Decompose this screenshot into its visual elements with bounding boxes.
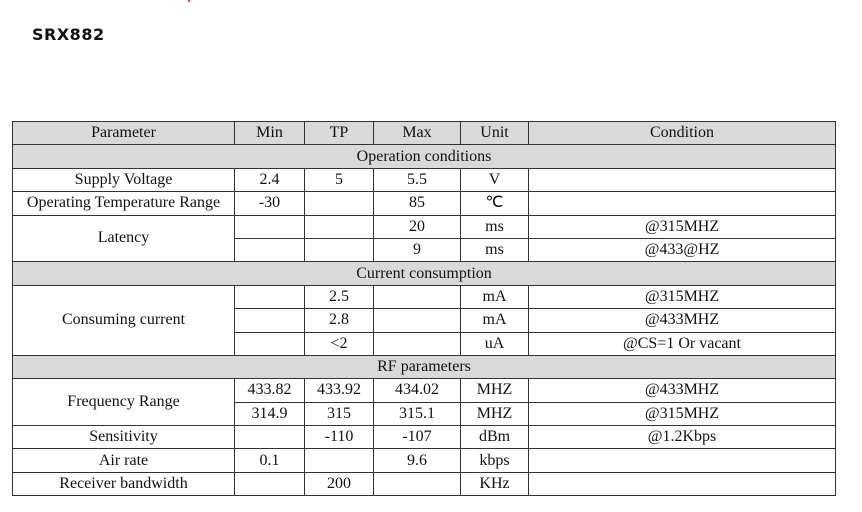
table-row-receiver-bandwidth: [13, 472, 836, 495]
cell-parameter: Air rate: [13, 449, 235, 472]
table-row-operating-temperature: [13, 192, 836, 215]
table-row-frequency-range-1: [13, 379, 836, 402]
cell-unit: mA: [461, 285, 529, 308]
cell-unit: uA: [461, 332, 529, 355]
cell-tp: [305, 192, 374, 215]
cell-max: [374, 285, 461, 308]
cell-unit: MHZ: [461, 402, 529, 425]
cell-tp: 200: [305, 472, 374, 495]
header-max: Max: [374, 122, 461, 145]
cell-min: [235, 238, 305, 261]
cell-condition: @433MHZ: [529, 309, 836, 332]
cell-max: 315.1: [374, 402, 461, 425]
header-parameter: Parameter: [13, 122, 235, 145]
header-tp: TP: [305, 122, 374, 145]
cell-tp: 2.5: [305, 285, 374, 308]
table-row-supply-voltage: [13, 168, 836, 191]
cell-condition: @433MHZ: [529, 379, 836, 402]
cell-condition: [529, 472, 836, 495]
section-row-rf: [13, 355, 836, 378]
section-row-current: [13, 262, 836, 285]
cell-parameter: Consuming current: [13, 285, 235, 355]
cell-unit: KHz: [461, 472, 529, 495]
cell-condition: [529, 192, 836, 215]
cell-min: [235, 215, 305, 238]
cell-tp: [305, 449, 374, 472]
cell-min: 433.82: [235, 379, 305, 402]
table-row-air-rate: [13, 449, 836, 472]
cell-max: -107: [374, 426, 461, 449]
specification-table: [12, 121, 836, 496]
cell-condition: @315MHZ: [529, 402, 836, 425]
table-row-consuming-current-1: [13, 285, 836, 308]
cell-tp: 315: [305, 402, 374, 425]
cell-max: 9: [374, 238, 461, 261]
cell-min: [235, 309, 305, 332]
cell-min: [235, 472, 305, 495]
cell-condition: @315MHZ: [529, 285, 836, 308]
cell-tp: -110: [305, 426, 374, 449]
cell-condition: [529, 168, 836, 191]
cell-unit: ms: [461, 215, 529, 238]
cell-parameter: Operating Temperature Range: [13, 192, 235, 215]
cell-min: 0.1: [235, 449, 305, 472]
section-title-current: Current consumption: [13, 262, 836, 285]
table-row-latency-1: [13, 215, 836, 238]
cell-min: [235, 332, 305, 355]
header-condition: Condition: [529, 122, 836, 145]
cell-unit: kbps: [461, 449, 529, 472]
cell-max: [374, 472, 461, 495]
cell-condition: [529, 449, 836, 472]
cell-tp: 5: [305, 168, 374, 191]
cell-tp: [305, 238, 374, 261]
cell-min: -30: [235, 192, 305, 215]
cell-parameter: Supply Voltage: [13, 168, 235, 191]
section-row-operation: [13, 145, 836, 168]
document-title: SRX882: [32, 25, 105, 44]
cell-unit: V: [461, 168, 529, 191]
cell-condition: @433@HZ: [529, 238, 836, 261]
cell-condition: @1.2Kbps: [529, 426, 836, 449]
cell-unit: mA: [461, 309, 529, 332]
cell-parameter: Receiver bandwidth: [13, 472, 235, 495]
cell-min: [235, 285, 305, 308]
cell-max: [374, 332, 461, 355]
header-min: Min: [235, 122, 305, 145]
cell-parameter: Frequency Range: [13, 379, 235, 426]
cell-max: [374, 309, 461, 332]
cell-unit: ms: [461, 238, 529, 261]
cell-tp: [305, 215, 374, 238]
cell-unit: MHZ: [461, 379, 529, 402]
cell-parameter: Latency: [13, 215, 235, 262]
cell-min: [235, 426, 305, 449]
cell-tp: <2: [305, 332, 374, 355]
cell-tp: 433.92: [305, 379, 374, 402]
section-title-operation: Operation conditions: [13, 145, 836, 168]
header-unit: Unit: [461, 122, 529, 145]
cell-min: 314.9: [235, 402, 305, 425]
table-header-row: [13, 122, 836, 145]
cell-condition: @CS=1 Or vacant: [529, 332, 836, 355]
cell-max: 85: [374, 192, 461, 215]
cell-unit: ℃: [461, 192, 529, 215]
cell-max: 5.5: [374, 168, 461, 191]
cell-tp: 2.8: [305, 309, 374, 332]
cell-parameter: Sensitivity: [13, 426, 235, 449]
cell-max: 9.6: [374, 449, 461, 472]
cell-max: 434.02: [374, 379, 461, 402]
cell-unit: dBm: [461, 426, 529, 449]
cell-condition: @315MHZ: [529, 215, 836, 238]
section-title-rf: RF parameters: [13, 355, 836, 378]
red-dot-mark: [188, 0, 190, 2]
cell-max: 20: [374, 215, 461, 238]
table-row-sensitivity: [13, 426, 836, 449]
cell-min: 2.4: [235, 168, 305, 191]
